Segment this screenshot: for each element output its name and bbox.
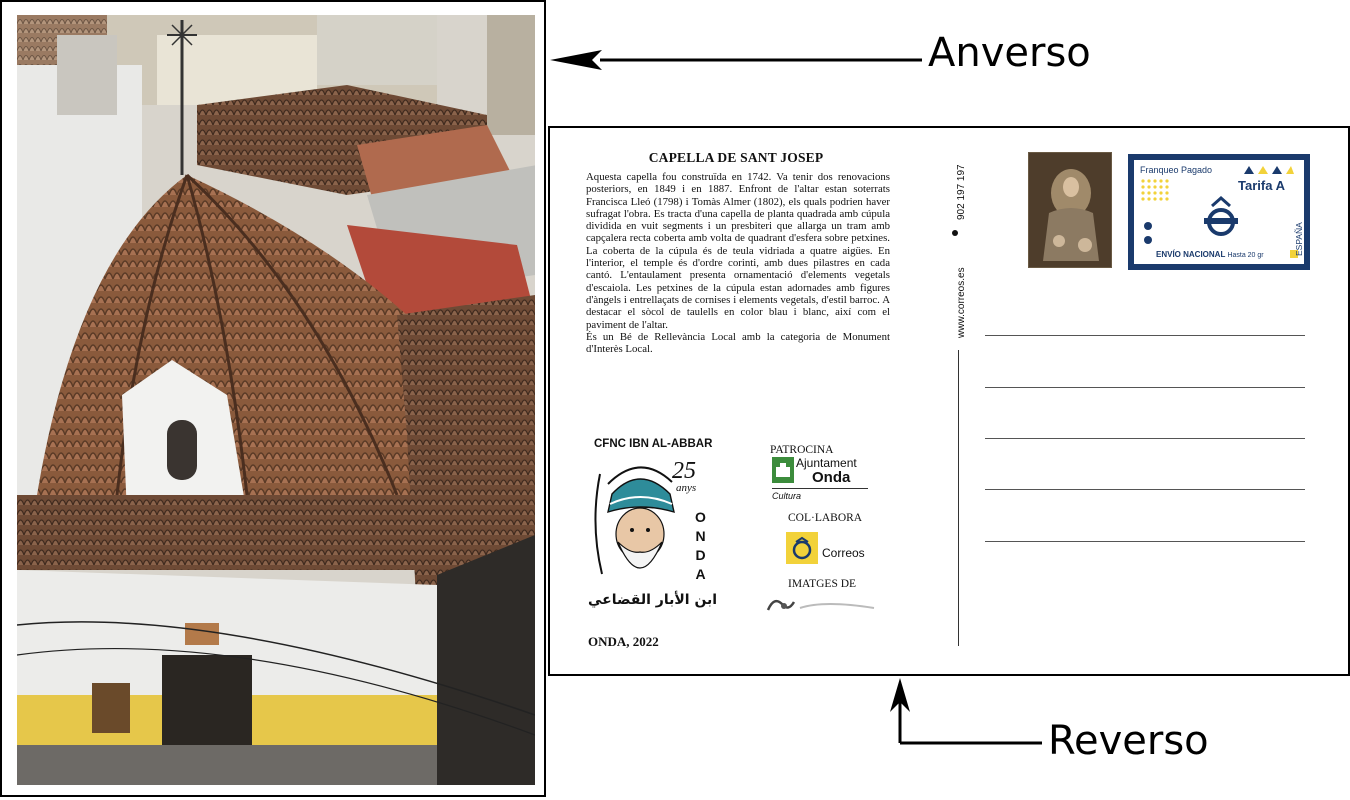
anverso-label: Anverso [928, 30, 1091, 76]
envio-main: ENVÍO NACIONAL [1156, 250, 1226, 259]
description-paragraph-1: Aquesta capella fou construïda en 1742. Va tenir dos renovacions posteriors, en 1849 i en 1887. Enfront de l'altar estan soterrats Francisca Lleó (1798) i Tomàs Almer (1802), els quals podrien haver sufragat l'obra. Es tracta d'una capella de planta quadrada amb cúpula dividida en vuit segments i un presbiteri que allarga un tram amb capçalera recta coberta amb volta de quadrant d'esfera sobre petxines. La coberta de la cúpula és de teula vidriada a quatre aigües. En l'interior, el temple és d'ordre corinti, amb dues pilastres en cada cantó. L'entaulament presenta ornamentació d'elements vegetals d'escaiola. Les petxines de la cúpula estan adornades amb figures d'àngels i entrellaçats de cornises i elements vegetals, d'estil barroc. A destacar el sòcol de taulells en color blau i blanc, així com el paviment de l'altar. [586, 171, 890, 331]
city-vertical-text: ONDA [695, 509, 707, 582]
chapel-title: CAPELLA DE SANT JOSEP [648, 150, 824, 165]
patrocina-label: PATROCINA [770, 444, 834, 456]
anniversary-number: 25 [672, 458, 696, 484]
association-name: CFNC IBN AL-ABBAR [594, 438, 713, 450]
country-label: ESPAÑA [1294, 222, 1304, 256]
anniversary-word: anys [676, 482, 697, 494]
correos-phone: 902 197 197 [956, 164, 967, 220]
reverso-label: Reverso [1048, 718, 1209, 764]
correos-website: www.correos.es [956, 267, 967, 338]
description-paragraph-2: És un Bé de Rellevància Local amb la categoria de Monument d'Interès Local. [586, 330, 890, 356]
imatges-label: IMATGES DE [788, 578, 857, 590]
tarifa-label: Tarifa A [1238, 178, 1285, 193]
footer-date: ONDA, 2022 [588, 634, 659, 649]
colabora-label: COL·LABORA [788, 512, 863, 524]
ajuntament-line1: Ajuntament [796, 456, 857, 470]
ajuntament-line2: Onda [812, 469, 851, 486]
correos-label: Correos [822, 546, 865, 560]
envio-weight: Hasta 20 gr [1227, 252, 1264, 259]
arabic-name: ابن الأبار القضاعي [588, 592, 718, 608]
cultura-label: Cultura [772, 491, 802, 501]
arrow-left-icon [550, 50, 602, 70]
franqueo-label: Franqueo Pagado [1140, 165, 1213, 175]
